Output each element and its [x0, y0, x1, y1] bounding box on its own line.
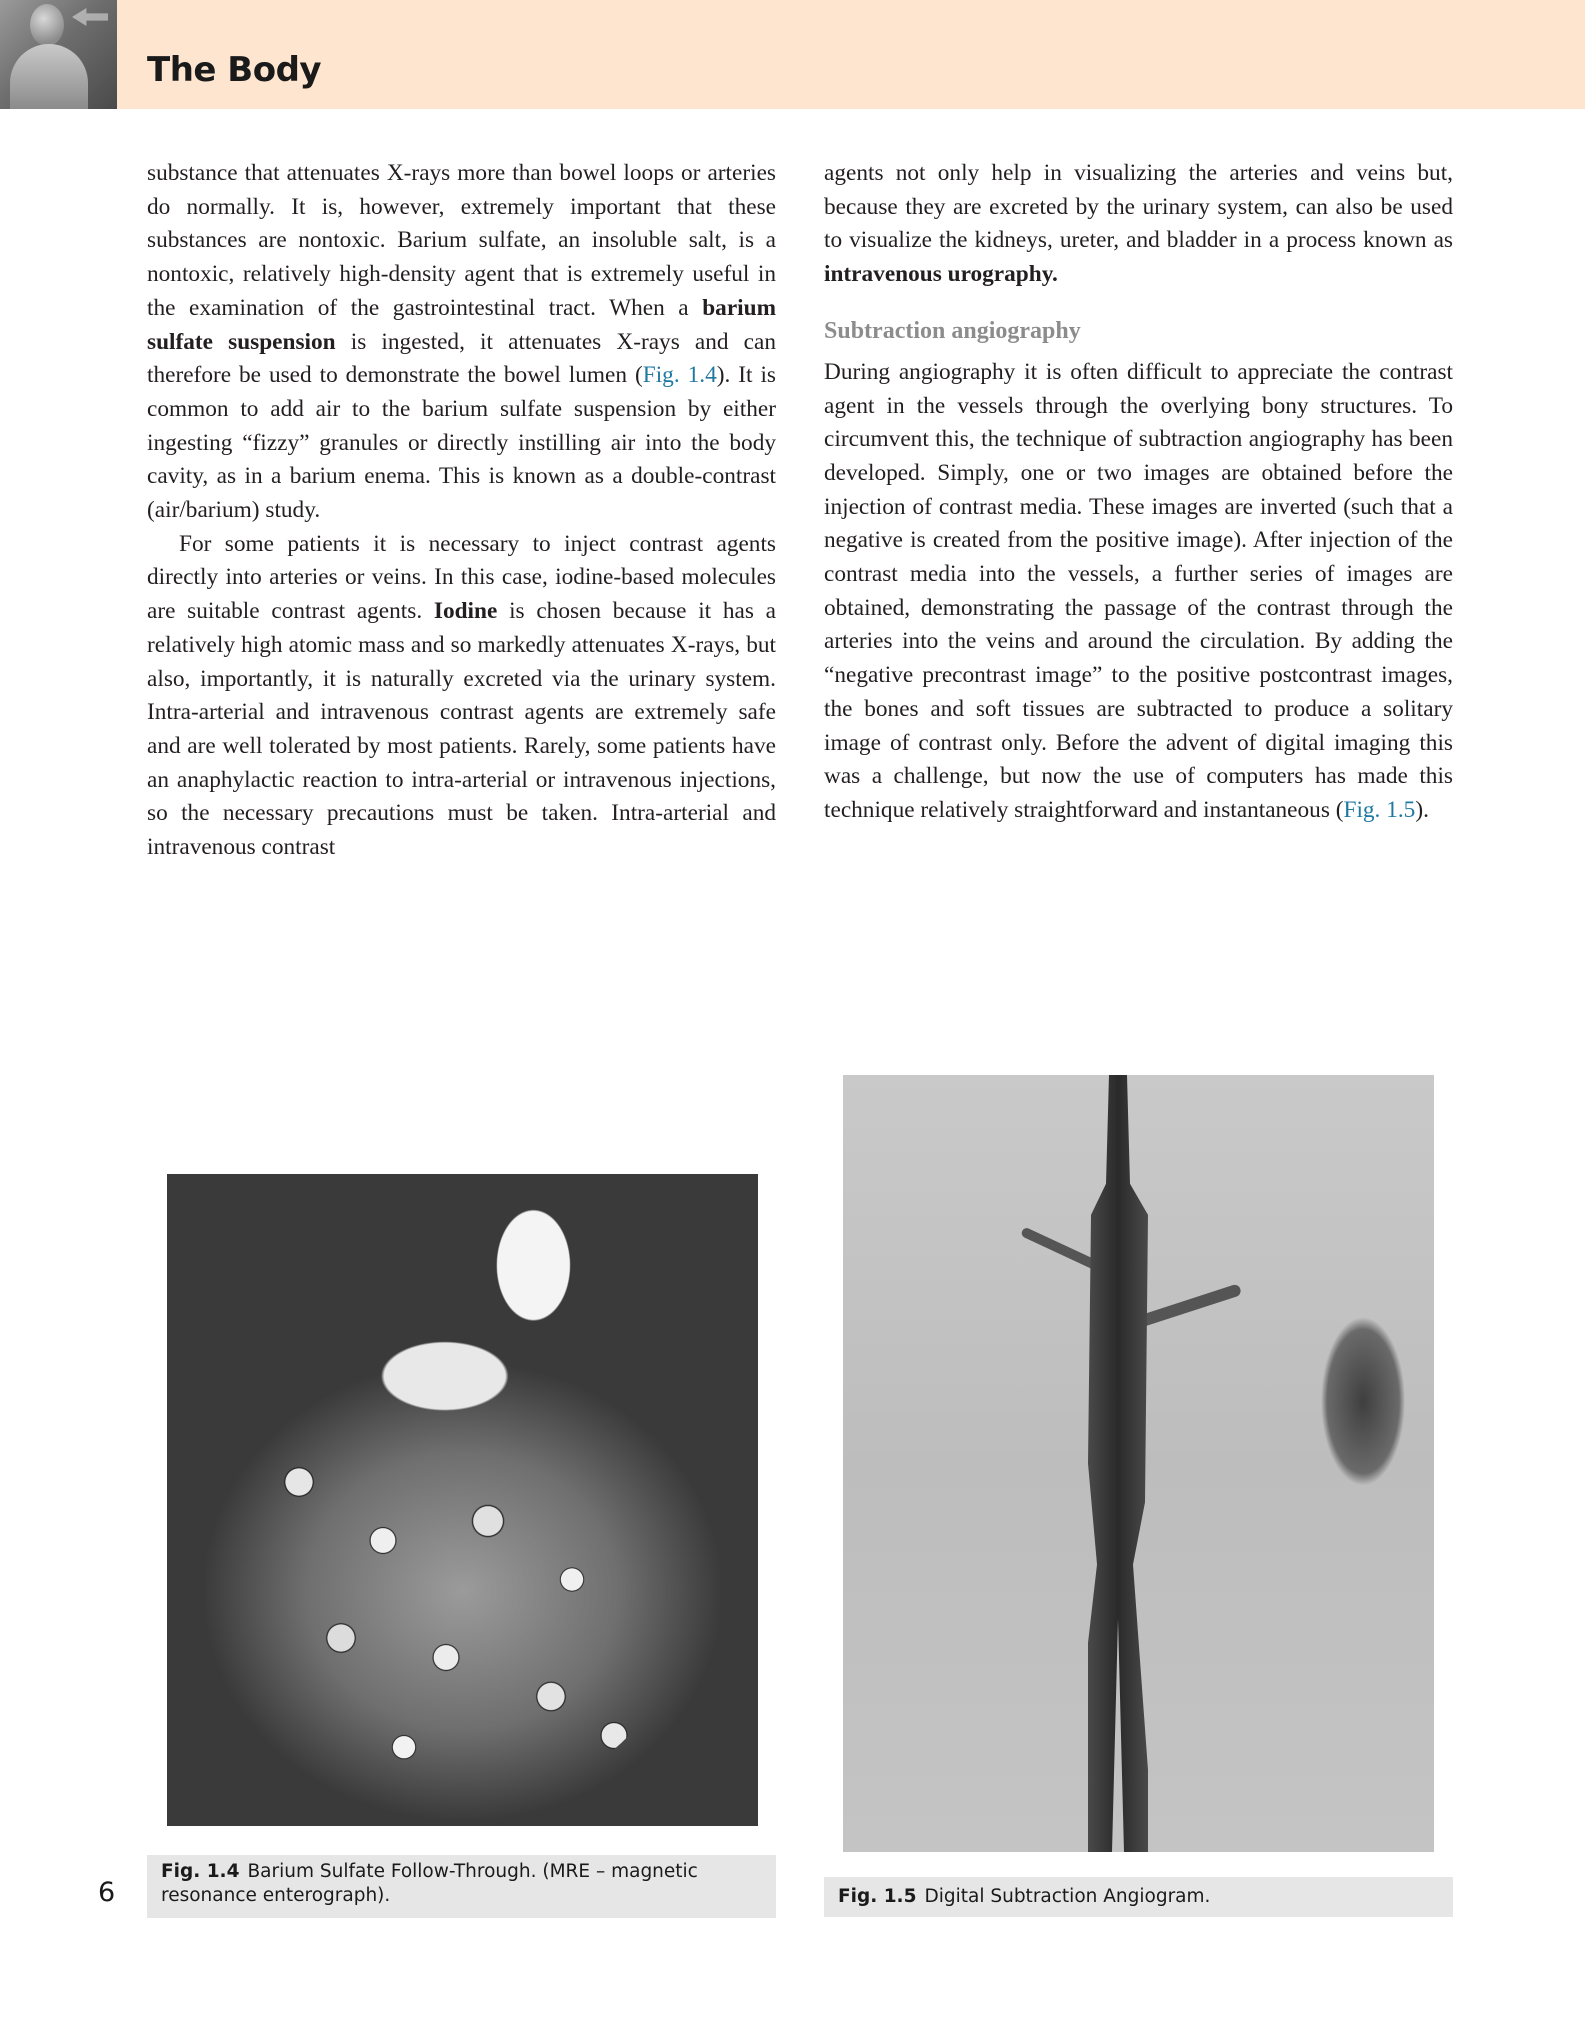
text-run: During angiography it is often difficult to appreciate the contrast agent in the vessels through the overlying bony structures. To circumvent this, the technique of subtraction angiography has been developed. Simply, one or two images are obtained before the injection of contrast media. These images are inverted (such that a negative is created from the positive image). After injection of the contrast media into the vessels, a further series of images are obtained, demonstrating the passage of the contrast through the arteries into the veins and around the circulation. By adding the “negative precontrast image” to the positive postcontrast images, the bones and soft tissues are subtracted to produce a solitary image of contrast only. Before the advent of digital imaging this was a challenge, but now the use of computers has made this technique relatively straightforward and instantaneous (	[824, 358, 1453, 823]
paragraph-urography	[824, 157, 1453, 292]
text-run: ).	[1415, 796, 1429, 823]
text-run: is ingested, it attenuates X-rays and can therefore be used to demonstrate the bowel lumen (	[147, 328, 777, 389]
body-figure-thumbnail	[0, 0, 117, 109]
section-heading: Subtraction angiography	[824, 317, 1081, 344]
caption-label: Fig. 1.4	[161, 1861, 240, 1882]
caption-text: Barium Sulfate Follow-Through. (MRE – magnetic resonance enterograph).	[161, 1861, 698, 1906]
aorta-shape	[1088, 1075, 1148, 1852]
figure-1-4-mre-image	[167, 1174, 758, 1826]
figure-link-1-5[interactable]: Fig. 1.5	[1343, 796, 1416, 823]
arrow-icon	[72, 8, 108, 26]
bowel-loops-shape	[257, 1404, 677, 1794]
caption-label: Fig. 1.5	[838, 1886, 917, 1907]
figure-1-4-caption	[147, 1855, 776, 1918]
page-number: 6	[98, 1877, 116, 1908]
text-run: agents not only help in visualizing the arteries and veins but, because they are excreted by the urinary system, can also be used to visualize the kidneys, ureter, and bladder in a process known as	[824, 160, 1453, 254]
figure-link-1-4[interactable]: Fig. 1.4	[642, 362, 717, 389]
text-run: For some patients it is necessary to inject contrast agents directly into arteries or veins. In this case, iodine-based molecules are suitable contrast agents.	[147, 530, 776, 625]
paragraph-barium	[147, 157, 776, 528]
bold-term: Iodine	[433, 598, 498, 625]
chapter-title: The Body	[147, 50, 322, 90]
bold-term: barium sulfate suspension	[147, 294, 776, 355]
figure-1-5-angiogram-image	[843, 1075, 1434, 1852]
caption-text: Digital Subtraction Angiogram.	[924, 1886, 1211, 1907]
head-shape	[30, 4, 64, 46]
header-band	[0, 0, 1585, 109]
bold-term: intravenous urography.	[824, 261, 1058, 288]
torso-shape	[10, 44, 88, 109]
paragraph-iodine	[147, 528, 776, 865]
right-column	[824, 157, 1453, 828]
vessel-branch-right	[1134, 1283, 1242, 1328]
paragraph-subtraction	[824, 356, 1453, 828]
left-column	[147, 157, 776, 865]
text-run: ). It is common to add air to the barium sulfate suspension by either ingesting “fizzy” granules or directly instilling air into the body cavity, as in a barium enema. This is known as a double-contrast (air/barium) study.	[147, 362, 776, 524]
text-run: substance that attenuates X-rays more than bowel loops or arteries do normally. It is, however, extremely important that these substances are nontoxic. Barium sulfate, an insoluble salt, is a nontoxic, relatively high-density agent that is extremely useful in the examination of the gastrointestinal tract. When a	[147, 160, 776, 321]
figure-1-5-caption	[824, 1877, 1453, 1917]
text-run: is chosen because it has a relatively high atomic mass and so markedly attenuates X-rays, but also, importantly, it is naturally excreted via the urinary system. Intra-arterial and intravenous contrast agents are extremely safe and are well tolerated by most patients. Rarely, some patients have an anaphylactic reaction to intra-arterial or intravenous injections, so the necessary precautions must be taken. Intra-arterial and intravenous contrast	[147, 598, 776, 861]
